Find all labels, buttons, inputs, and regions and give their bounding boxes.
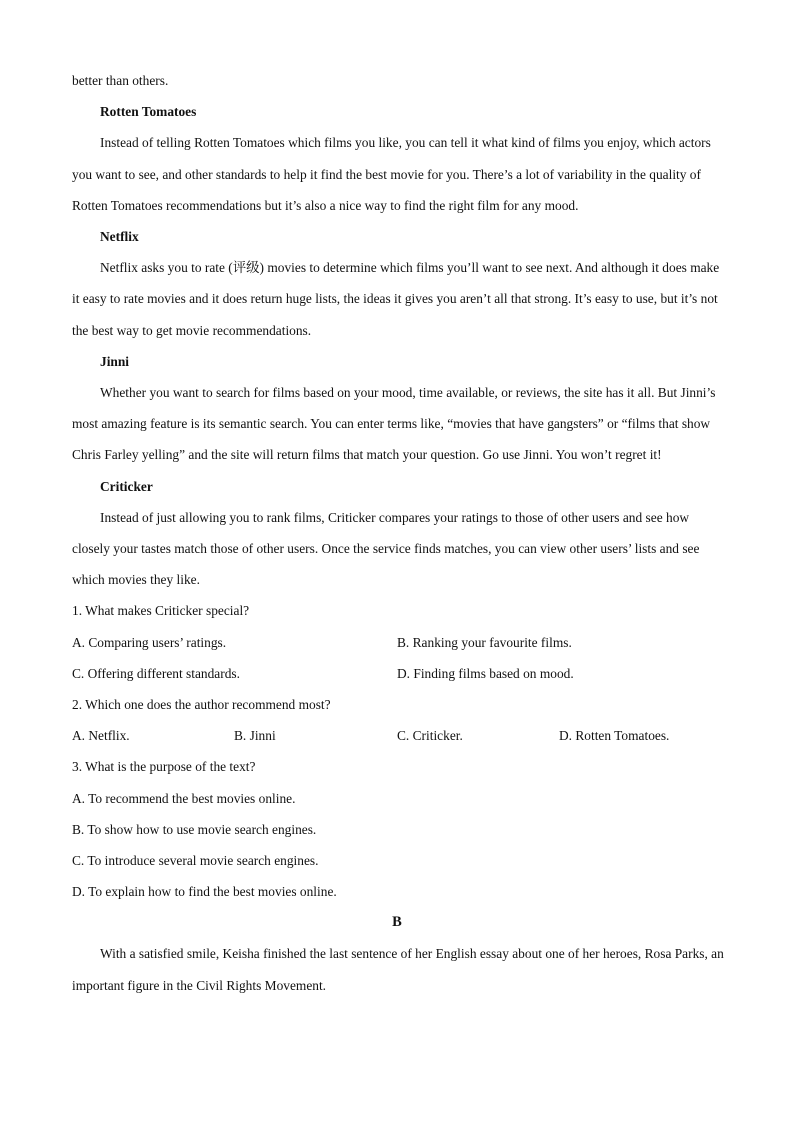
site-text-rotten-tomatoes: Instead of telling Rotten Tomatoes which films you like, you can tell it what kind of films you enjoy, which actors you want to see, and other standards to help it find the best movie for you. There’s a lot of variability in the quality of Rotten Tomatoes recommendations but it’s also a nice way to find the right film for any mood. [72, 135, 711, 213]
question-3-option-a[interactable]: A. To recommend the best movies online. [72, 790, 296, 806]
question-1-option-d[interactable]: D. Finding films based on mood. [397, 665, 574, 681]
question-1-stem: 1. What makes Criticker special? [72, 603, 250, 619]
question-1-option-c[interactable]: C. Offering different standards. [72, 665, 240, 681]
intro-tail: better than others. [72, 73, 169, 88]
question-3-option-b[interactable]: B. To show how to use movie search engines. [72, 821, 317, 837]
question-3-option-d[interactable]: D. To explain how to find the best movies online. [72, 884, 337, 900]
question-2-options-row [72, 720, 722, 751]
site-heading-rotten-tomatoes: Rotten Tomatoes [100, 104, 197, 120]
site-text-netflix: Netflix asks you to rate (评级) movies to determine which films you’ll want to see next. And although it does make it easy to rate movies and it does return huge lists, the ideas it gives you aren’t all that strong. It’s easy to use, but it’s not the best way to get movie recommendations. [72, 260, 720, 338]
question-2-option-b[interactable]: B. Jinni [234, 728, 276, 744]
question-1-option-b[interactable]: B. Ranking your favourite films. [397, 634, 572, 650]
section-b-text: With a satisfied smile, Keisha finished the last sentence of her English essay about one of her heroes, Rosa Parks, an important figure in the Civil Rights Movement. [72, 946, 724, 993]
question-3-option-c[interactable]: C. To introduce several movie search engines. [72, 852, 319, 868]
site-heading-netflix: Netflix [100, 228, 139, 244]
site-text-criticker: Instead of just allowing you to rank films, Criticker compares your ratings to those of other users and see how closely your tastes match those of other users. Once the service finds matches, you can view other users’ lists and see which movies they like. [72, 509, 700, 588]
section-b-title: B [392, 914, 402, 931]
document-page [72, 65, 722, 1001]
question-2-stem: 2. Which one does the author recommend most? [72, 696, 331, 712]
question-3-stem: 3. What is the purpose of the text? [72, 759, 256, 775]
question-1-options-row-2 [72, 658, 722, 689]
question-2-option-a[interactable]: A. Netflix. [72, 728, 130, 744]
question-2-option-c[interactable]: C. Criticker. [397, 728, 463, 744]
question-1-option-a[interactable]: A. Comparing users’ ratings. [72, 634, 227, 650]
site-heading-criticker: Criticker [100, 478, 153, 494]
question-2-option-d[interactable]: D. Rotten Tomatoes. [559, 728, 670, 744]
question-1-options-row-1 [72, 627, 722, 658]
site-heading-jinni: Jinni [100, 353, 130, 369]
site-text-jinni: Whether you want to search for films based on your mood, time available, or reviews, the site has it all. But Jinni’s most amazing feature is its semantic search. You can enter terms like, “movies that have gangsters” or “films that show Chris Farley yelling” and the site will return films that match your question. Go use Jinni. You won’t regret it! [72, 384, 716, 463]
